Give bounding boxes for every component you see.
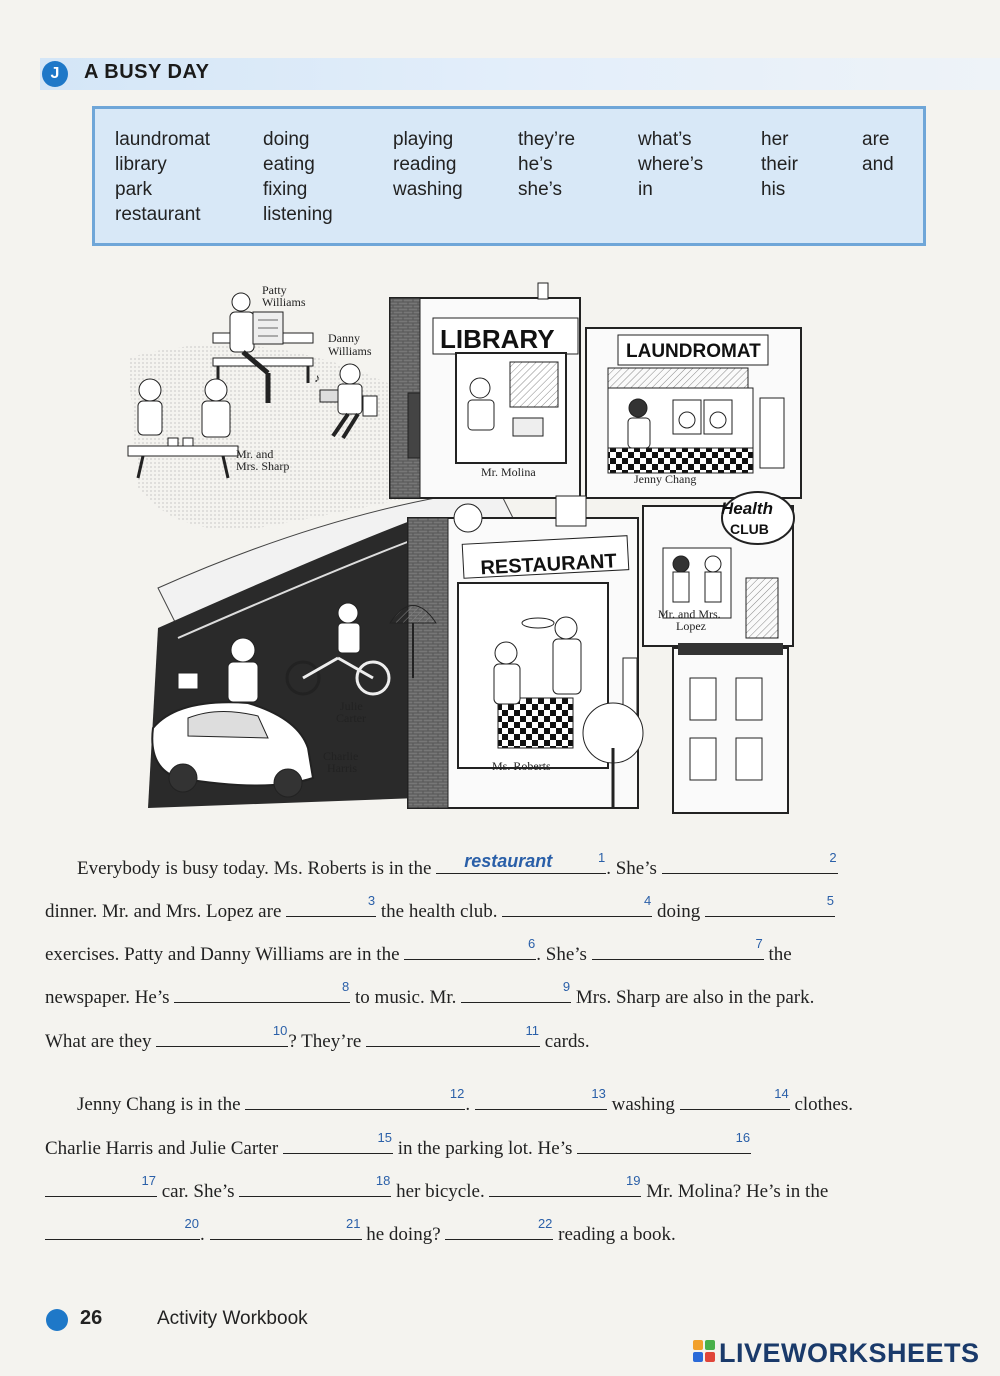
word: eating	[263, 154, 315, 175]
grid-icon	[693, 1340, 717, 1364]
word: reading	[393, 154, 457, 175]
paragraph-line: Charlie Harris and Julie Carter 15 in the parking lot. He’s 16	[45, 1130, 751, 1159]
label-julie-2: Carter	[336, 711, 366, 725]
blank-2[interactable]: 2	[662, 855, 838, 874]
label-sharp-2: Mrs. Sharp	[236, 459, 290, 473]
word: she’s	[518, 179, 563, 200]
label-jenny: Jenny Chang	[634, 472, 697, 486]
brand-text: LIVEWORKSHEETS	[719, 1338, 980, 1368]
blank-17[interactable]: 17	[45, 1178, 157, 1197]
label-lopez-2: Lopez	[676, 619, 706, 633]
word: laundromat	[115, 129, 211, 150]
blank-19[interactable]: 19	[489, 1178, 641, 1197]
label-patty-1: Patty	[262, 283, 287, 297]
blank-15[interactable]: 15	[283, 1135, 393, 1154]
blank-14[interactable]: 14	[680, 1091, 790, 1110]
paragraph-line: exercises. Patty and Danny Williams are in the 6 . She’s 7 the	[45, 936, 792, 965]
word: are	[862, 129, 890, 150]
paragraph-line: dinner. Mr. and Mrs. Lopez are 3 the health club. 4 doing 5	[45, 893, 835, 922]
blank-8[interactable]: 8	[174, 984, 350, 1003]
blank-7[interactable]: 7	[592, 941, 764, 960]
word: they’re	[518, 129, 576, 150]
word: library	[115, 154, 167, 175]
paragraph-line: Everybody is busy today. Ms. Roberts is in the restaurant 1 . She’s 2	[77, 850, 837, 879]
word: doing	[263, 129, 310, 150]
word: washing	[393, 179, 463, 200]
section-title: A BUSY DAY	[84, 61, 210, 83]
word: what’s	[638, 129, 692, 150]
label-patty-2: Williams	[262, 295, 306, 309]
blank-9[interactable]: 9	[461, 984, 571, 1003]
label-danny-1: Danny	[328, 331, 360, 345]
word-column-6	[761, 127, 798, 202]
restaurant-sign: RESTAURANT	[479, 550, 618, 580]
label-lopez-1: Mr. and Mrs.	[658, 607, 721, 621]
word: playing	[393, 129, 454, 150]
word: her	[761, 129, 789, 150]
word: park	[115, 179, 152, 200]
apartment-building	[673, 643, 788, 813]
label-molina: Mr. Molina	[481, 465, 536, 479]
blank-3[interactable]: 3	[286, 898, 376, 917]
word: listening	[263, 204, 333, 225]
label-sharp-1: Mr. and	[236, 447, 274, 461]
word-bank	[92, 106, 926, 246]
blank-4[interactable]: 4	[502, 898, 652, 917]
club-sign: CLUB	[730, 521, 769, 537]
town-illustration	[118, 278, 808, 823]
answer-1: restaurant	[464, 851, 553, 871]
paragraph-line: 17 car. She’s 18 her bicycle. 19 Mr. Molina? He’s in the	[45, 1178, 828, 1203]
blank-12[interactable]: 12	[245, 1091, 465, 1110]
blank-21[interactable]: 21	[210, 1221, 362, 1240]
word: his	[761, 179, 786, 200]
blank-11[interactable]: 11	[366, 1028, 540, 1047]
word-column-4	[518, 127, 575, 202]
blank-16[interactable]: 16	[577, 1135, 751, 1154]
paragraph-line: Jenny Chang is in the 12 . 13 washing 14 clothes.	[77, 1086, 854, 1115]
section-badge: J	[42, 61, 68, 87]
blank-5[interactable]: 5	[705, 898, 835, 917]
paragraph-line: What are they 10 ? They’re 11 cards.	[45, 1023, 590, 1052]
blank-18[interactable]: 18	[239, 1178, 391, 1197]
footer-dot	[46, 1309, 68, 1331]
blank-10[interactable]: 10	[156, 1028, 288, 1047]
word: fixing	[263, 179, 308, 200]
word: their	[761, 154, 798, 175]
page-number: 26	[80, 1307, 103, 1329]
word-column-1	[115, 127, 210, 227]
label-roberts: Ms. Roberts	[492, 759, 551, 773]
library-sign: LIBRARY	[440, 324, 555, 354]
word-column-5	[638, 127, 703, 202]
word-column-2	[263, 127, 333, 227]
laundromat-sign: LAUNDROMAT	[626, 341, 761, 362]
health-sign: Health	[721, 499, 773, 518]
label-charlie-2: Harris	[327, 761, 357, 775]
paragraph-line: 20 . 21 he doing? 22 reading a book.	[45, 1221, 676, 1246]
liveworksheets-logo[interactable]	[693, 1338, 993, 1368]
blank-22[interactable]: 22	[445, 1221, 553, 1240]
book-title: Activity Workbook	[157, 1308, 308, 1329]
svg-text:♪: ♪	[314, 371, 320, 385]
label-charlie-1: Charlie	[323, 749, 359, 763]
word: restaurant	[115, 204, 201, 225]
word: and	[862, 154, 894, 175]
section-header	[40, 58, 1000, 90]
word: in	[638, 179, 653, 200]
label-julie-1: Julie	[340, 699, 363, 713]
blank-1[interactable]: restaurant 1	[436, 855, 606, 874]
paragraph-line: newspaper. He’s 8 to music. Mr. 9 Mrs. Sharp are also in the park.	[45, 979, 815, 1008]
word: where’s	[638, 154, 704, 175]
blank-6[interactable]: 6	[404, 941, 536, 960]
blank-13[interactable]: 13	[475, 1091, 607, 1110]
label-danny-2: Williams	[328, 344, 372, 358]
word-column-3	[393, 127, 463, 202]
word-column-7	[862, 127, 894, 177]
word: he’s	[518, 154, 553, 175]
blank-20[interactable]: 20	[45, 1221, 200, 1240]
